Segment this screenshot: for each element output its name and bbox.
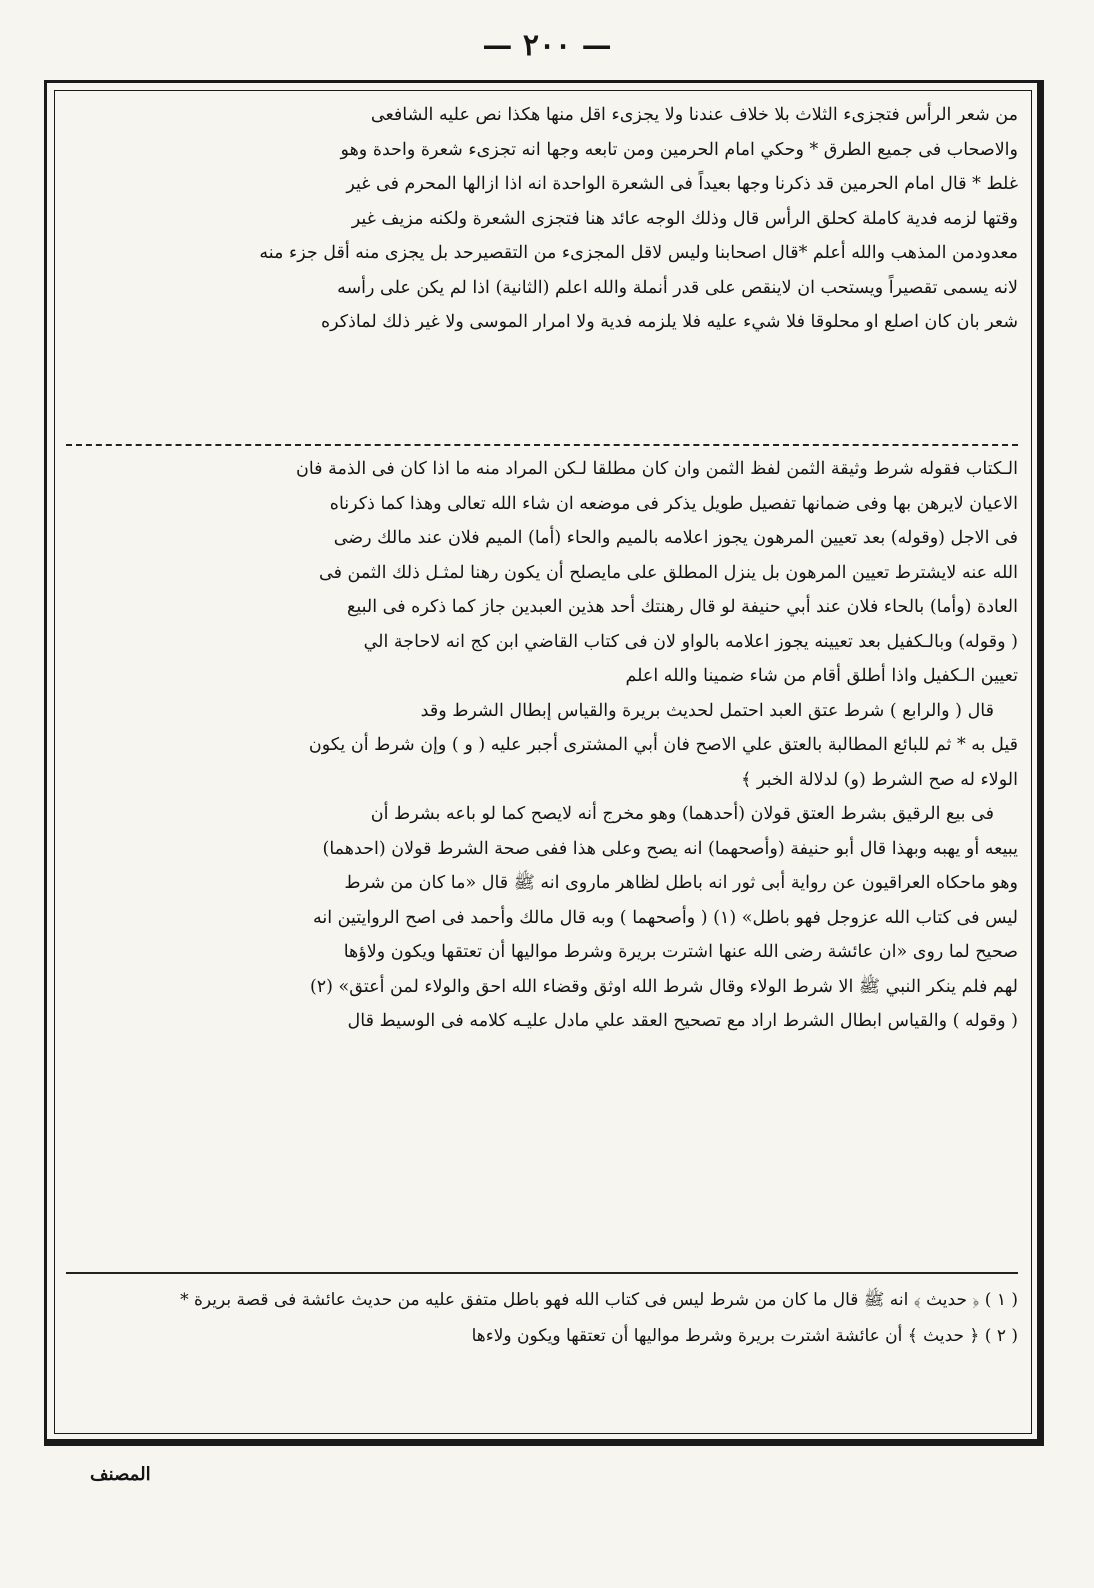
text-line: الاعيان لايرهن بها وفى ضمانها تفصيل طويل يذكر فى موضعه ان شاء الله تعالى وهذا كما ذكرناه xyxy=(329,493,1018,514)
text-line: فى الاجل (وقوله) بعد تعيين المرهون يجوز اعلامه بالميم والحاء (أما) الميم فلان عند مالك رضى xyxy=(333,528,1018,548)
top-commentary xyxy=(66,98,1018,440)
text-line: ( وقوله) وبالـكفيل بعد تعيينه يجوز اعلامه بالواو لان فى كتاب القاضي ابن كج انه لاحاجة الي xyxy=(363,631,1018,652)
footer-word: المصنف xyxy=(90,1464,151,1485)
section-divider xyxy=(66,444,1018,446)
text-line: قال ( والرابع ) شرط عتق العبد احتمل لحديث بريرة والقياس إبطال الشرط وقد xyxy=(420,700,994,721)
text-line: العادة (وأما) بالحاء فلان عند أبي حنيفة لو قال رهنتك أحد هذين العبدين جاز كما ذكره فى البيع xyxy=(347,597,1018,617)
text-line: قيل به * ثم للبائع المطالبة بالعتق علي الاصح فان أبي المشترى أجبر عليه ( و ) وإن شرط أن يكون xyxy=(308,735,1018,755)
text-line: ليس فى كتاب الله عزوجل فهو باطل» (١) ( وأصحهما ) وبه قال مالك وأحمد فى اصح الروايتين انه xyxy=(312,907,1018,928)
text-line: شعر بان كان اصلع او محلوقا فلا شيء عليه فلا يلزمه فدية ولا امرار الموسى ولا غير ذلك لماذكره xyxy=(320,312,1018,332)
footnote: ( ١ ) ﴿ حديث ﴾ انه ﷺ قال ما كان من شرط ليس فى كتاب الله فهو باطل متفق عليه من حديث عائشة فى قصة بريرة * xyxy=(180,1290,1018,1310)
text-line: لهم فلم ينكر النبي ﷺ الا شرط الولاء وقال شرط الله اوثق وقضاء الله احق والولاء لمن أعتق» (٢) xyxy=(309,976,1018,997)
text-line: والاصحاب فى جميع الطرق * وحكي امام الحرمين ومن تابعه وجها انه تجزىء شعرة واحدة وهو xyxy=(340,139,1018,160)
text-line: غلط * قال امام الحرمين قد ذكرنا وجها بعيداً فى الشعرة الواحدة انه اذا ازالها المحرم فى غير xyxy=(346,174,1018,194)
main-text xyxy=(66,452,1018,1240)
text-line: الولاء له صح الشرط (و) لدلالة الخبر ﴾ xyxy=(741,769,1018,790)
text-line: تعيين الـكفيل واذا أطلق أقام من شاء ضمينا والله اعلم xyxy=(625,666,1018,686)
text-line: لانه يسمى تقصيراً ويستحب ان لاينقص على قدر أنملة والله اعلم (الثانية) اذا لم يكن على رأسه xyxy=(337,277,1018,298)
text-line: وهو ماحكاه العراقيون عن رواية أبى ثور انه باطل لظاهر ماروى انه ﷺ قال «ما كان من شرط xyxy=(344,873,1018,893)
footnotes xyxy=(66,1272,1018,1356)
text-line: الـكتاب فقوله شرط وثيقة الثمن لفظ الثمن وان كان مطلقا لـكن المراد منه ما اذا كان فى الذمة فان xyxy=(295,459,1018,479)
text-line: صحيح لما روى «ان عائشة رضى الله عنها اشترت بريرة وشرط مواليها أن تعتقها ويكون ولاؤها xyxy=(343,942,1018,962)
text-line: يبيعه أو يهبه وبهذا قال أبو حنيفة (وأصحهما) انه يصح وعلى هذا ففى صحة الشرط قولان (احدهما) xyxy=(322,838,1018,859)
page-content xyxy=(66,98,1018,1240)
footnote: ( ٢ ) ﴿ حديث ﴾ أن عائشة اشترت بريرة وشرط مواليها أن تعتقها ويكون ولاءها xyxy=(471,1326,1018,1346)
text-line: ( وقوله ) والقياس ابطال الشرط اراد مع تصحيح العقد علي مادل عليـه كلامه فى الوسيط قال xyxy=(347,1011,1018,1031)
text-line: وقتها لزمه فدية كاملة كحلق الرأس قال وذلك الوجه عائد هنا فتجزى الشعرة ولكنه مزيف غير xyxy=(351,208,1018,229)
text-line: فى بيع الرقيق بشرط العتق قولان (أحدهما) وهو مخرج أنه لايصح كما لو باعه بشرط أن xyxy=(370,804,994,824)
text-line: معدودمن المذهب والله أعلم *قال اصحابنا وليس لاقل المجزىء من التقصيرحد بل يجزى منه أقل جزء منه xyxy=(259,243,1018,263)
text-line: من شعر الرأس فتجزىء الثلاث بلا خلاف عندنا ولا يجزىء اقل منها هكذا نص عليه الشافعى xyxy=(370,105,1018,125)
page-number: — ٢٠٠ — xyxy=(482,28,612,63)
text-line: الله عنه لايشترط تعيين المرهون بل ينزل المطلق على مايصلح أن يكون رهنا لمثـل ذلك الثمن فى xyxy=(319,562,1018,583)
